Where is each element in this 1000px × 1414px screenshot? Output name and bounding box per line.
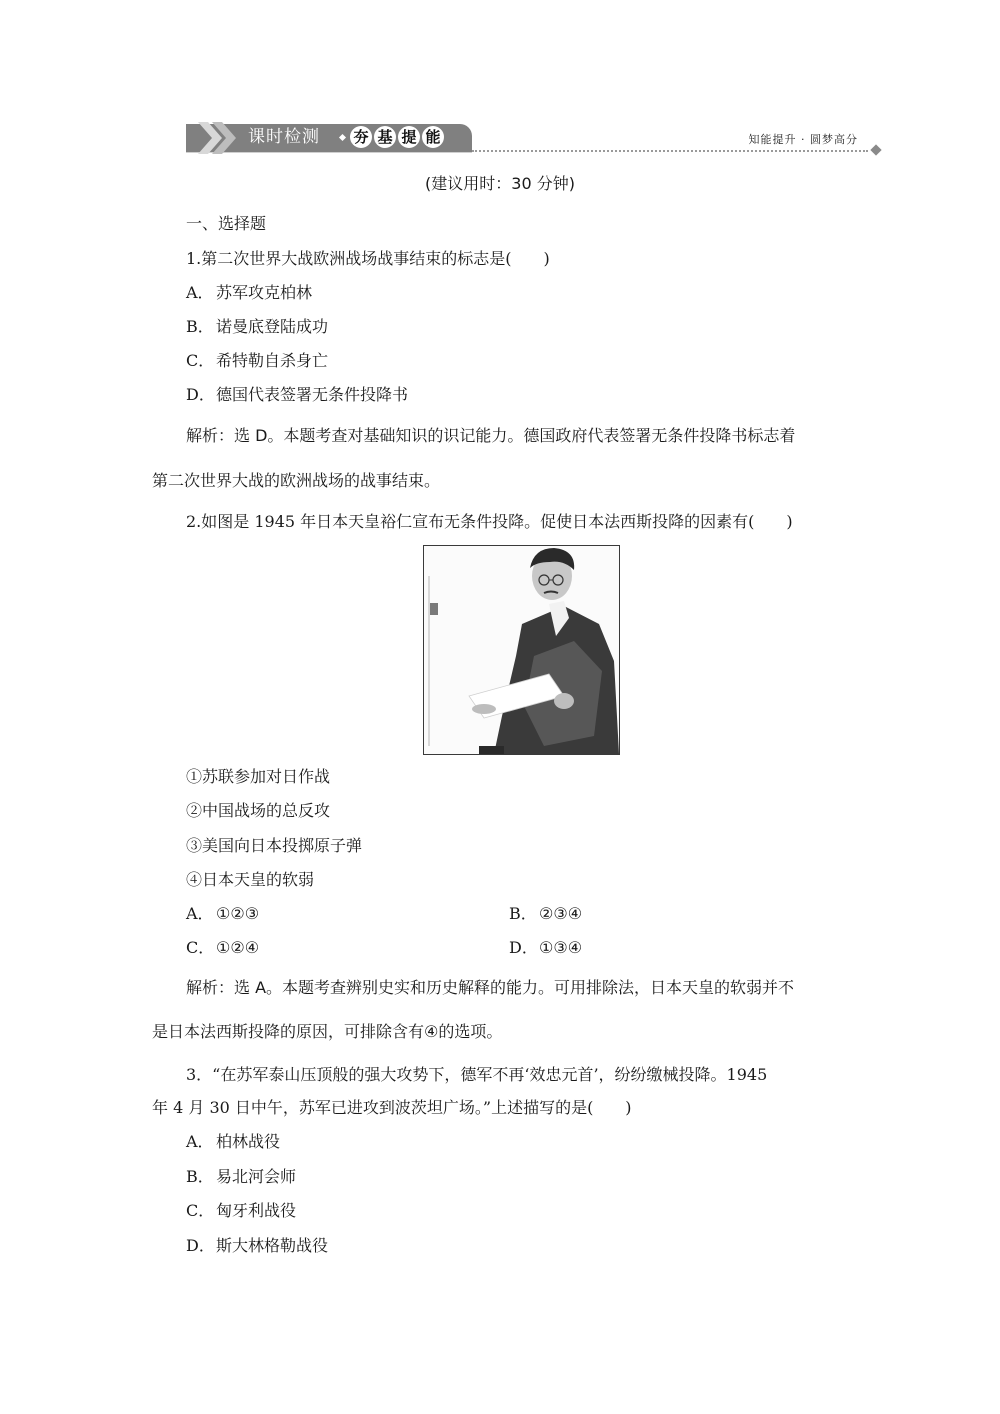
factor-1: ①苏联参加对日作战 — [186, 767, 331, 786]
banner-circle-char: 能 — [422, 126, 444, 148]
question-1-analysis-cont: 第二次世界大战的欧洲战场的战事结束。 — [152, 471, 441, 490]
suggested-time: (建议用时：30 分钟) — [425, 174, 575, 193]
factor-2: ②中国战场的总反攻 — [186, 801, 331, 820]
question-3-option-a — [186, 1131, 280, 1153]
banner-circle-char: 夯 — [350, 126, 372, 148]
option-letter: B． — [509, 904, 537, 923]
option-text: 柏林战役 — [216, 1132, 281, 1151]
option-letter: B． — [186, 1167, 214, 1186]
banner-dotted-rule — [472, 150, 868, 152]
banner-title: 课时检测 — [248, 127, 320, 147]
question-2-analysis: 解析：选 A。本题考查辨别史实和历史解释的能力。可用排除法，日本天皇的软弱并不 — [186, 978, 795, 997]
option-text: 希特勒自杀身亡 — [216, 351, 329, 370]
option-letter: A． — [186, 904, 214, 923]
question-2-option-d — [509, 937, 582, 959]
option-text: ①②③ — [216, 904, 260, 923]
option-letter: C． — [186, 351, 215, 370]
lesson-banner — [186, 122, 886, 154]
option-letter: A． — [186, 283, 214, 302]
question-2-option-b — [509, 903, 582, 925]
option-letter: D． — [509, 938, 538, 957]
option-text: ②③④ — [539, 904, 583, 923]
diamond-icon — [870, 144, 881, 155]
question-2-option-a — [186, 903, 259, 925]
question-1-analysis: 解析：选 D。本题考查对基础知识的识记能力。德国政府代表签署无条件投降书标志着 — [186, 426, 796, 445]
option-text: 诺曼底登陆成功 — [216, 317, 329, 336]
option-text: 德国代表签署无条件投降书 — [216, 385, 409, 404]
option-letter: A． — [186, 1132, 214, 1151]
option-text: ①③④ — [539, 938, 583, 957]
option-text: ①②④ — [216, 938, 260, 957]
banner-circle-char: 提 — [398, 126, 420, 148]
option-letter: D． — [186, 385, 215, 404]
option-text: 苏军攻克柏林 — [216, 283, 313, 302]
section-title: 一、选择题 — [186, 214, 267, 233]
question-3-stem-cont: 年 4 月 30 日中午，苏军已进攻到波茨坦广场。”上述描写的是( ) — [152, 1098, 632, 1117]
option-letter: C． — [186, 938, 215, 957]
question-3-option-c — [186, 1200, 296, 1222]
banner-slogan: 知能提升 · 圆梦高分 — [748, 133, 858, 146]
double-chevron-icon — [194, 122, 240, 154]
option-text: 斯大林格勒战役 — [216, 1236, 329, 1255]
question-3-option-d — [186, 1235, 328, 1257]
option-letter: C． — [186, 1201, 215, 1220]
banner-circle-char: 基 — [374, 126, 396, 148]
question-1-stem: 1.第二次世界大战欧洲战场战事结束的标志是( ) — [186, 249, 550, 268]
option-text: 匈牙利战役 — [216, 1201, 297, 1220]
option-letter: B． — [186, 317, 214, 336]
question-2-stem: 2.如图是 1945 年日本天皇裕仁宣布无条件投降。促使日本法西斯投降的因素有( ) — [186, 512, 793, 531]
question-1-option-d — [186, 384, 408, 406]
photo-illustration — [424, 546, 619, 754]
question-1-option-c — [186, 350, 328, 372]
question-2-option-c — [186, 937, 259, 959]
option-text: 易北河会师 — [216, 1167, 297, 1186]
factor-4: ④日本天皇的软弱 — [186, 870, 315, 889]
question-1-option-b — [186, 316, 328, 338]
question-3-stem: 3．“在苏军泰山压顶般的强大攻势下，德军不再‘效忠元首’，纷纷缴械投降。1945 — [186, 1065, 768, 1084]
question-2-analysis-cont: 是日本法西斯投降的原因，可排除含有④的选项。 — [152, 1022, 503, 1041]
option-letter: D． — [186, 1236, 215, 1255]
question-3-option-b — [186, 1166, 296, 1188]
factor-3: ③美国向日本投掷原子弹 — [186, 836, 363, 855]
question-1-option-a — [186, 282, 312, 304]
banner-circle-chars — [350, 126, 444, 148]
emperor-hirohito-photo — [423, 545, 620, 755]
